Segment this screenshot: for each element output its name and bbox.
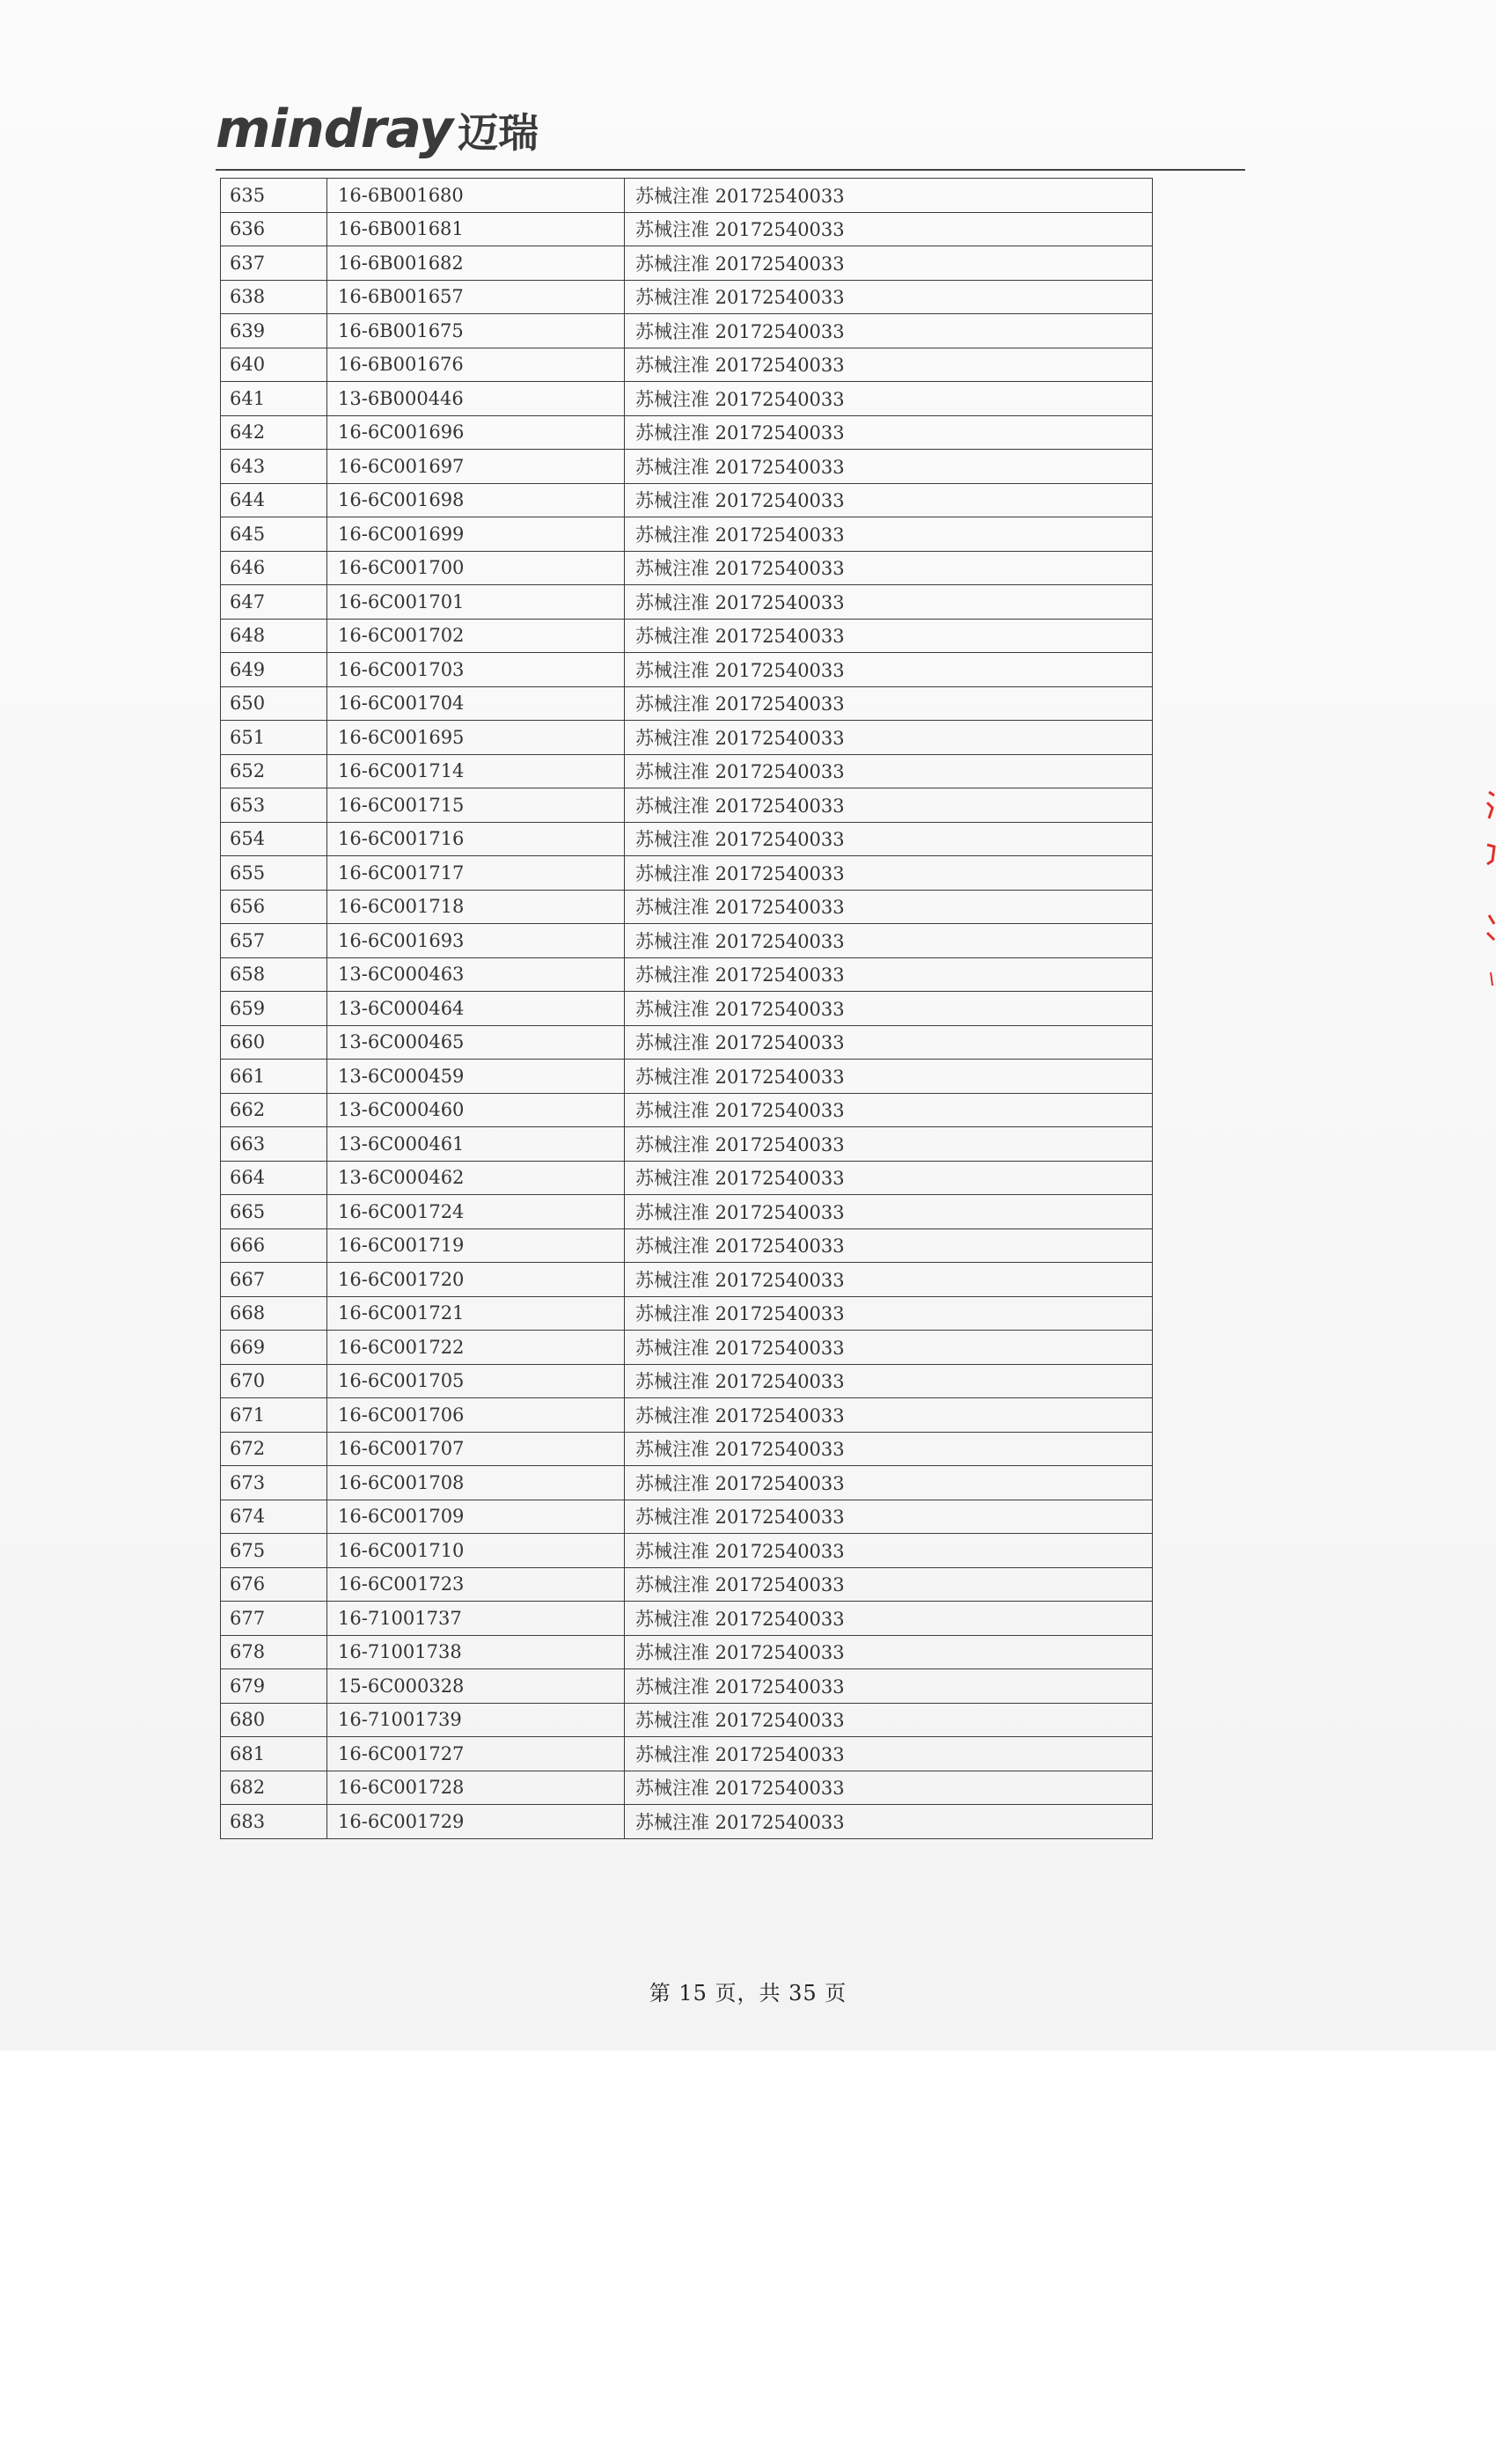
registration-number-cell: 苏械注准 20172540033 <box>625 1331 1153 1365</box>
registration-number-cell: 苏械注准 20172540033 <box>625 721 1153 755</box>
row-number-cell: 680 <box>221 1703 327 1737</box>
row-number-cell: 646 <box>221 551 327 585</box>
table-row <box>221 212 1153 246</box>
serial-number-cell: 16-6B001676 <box>327 348 625 382</box>
registration-number-cell: 苏械注准 20172540033 <box>625 1093 1153 1127</box>
table-row <box>221 1161 1153 1195</box>
table-row <box>221 1737 1153 1771</box>
registration-number-cell: 苏械注准 20172540033 <box>625 1703 1153 1737</box>
registration-number-cell: 苏械注准 20172540033 <box>625 483 1153 517</box>
row-number-cell: 650 <box>221 686 327 721</box>
serial-number-cell: 16-6C001698 <box>327 483 625 517</box>
serial-number-cell: 13-6B000446 <box>327 382 625 416</box>
registration-number-cell: 苏械注准 20172540033 <box>625 686 1153 721</box>
row-number-cell: 641 <box>221 382 327 416</box>
row-number-cell: 681 <box>221 1737 327 1771</box>
row-number-cell: 675 <box>221 1534 327 1568</box>
header-divider <box>216 169 1245 171</box>
serial-number-cell: 16-6C001704 <box>327 686 625 721</box>
registration-number-cell: 苏械注准 20172540033 <box>625 1195 1153 1229</box>
registration-number-cell: 苏械注准 20172540033 <box>625 924 1153 958</box>
registration-number-cell: 苏械注准 20172540033 <box>625 1805 1153 1839</box>
registration-number-cell: 苏械注准 20172540033 <box>625 585 1153 620</box>
table-row <box>221 1093 1153 1127</box>
registration-number-cell: 苏械注准 20172540033 <box>625 957 1153 992</box>
row-number-cell: 642 <box>221 415 327 450</box>
table-row <box>221 1025 1153 1060</box>
table-row <box>221 1567 1153 1602</box>
serial-number-cell: 16-6C001718 <box>327 890 625 924</box>
registration-number-cell: 苏械注准 20172540033 <box>625 822 1153 856</box>
table-row <box>221 754 1153 788</box>
row-number-cell: 655 <box>221 856 327 891</box>
row-number-cell: 656 <box>221 890 327 924</box>
logo-text-cn: 迈瑞 <box>458 109 539 157</box>
registration-number-cell: 苏械注准 20172540033 <box>625 653 1153 687</box>
table-row <box>221 1771 1153 1805</box>
row-number-cell: 657 <box>221 924 327 958</box>
row-number-cell: 664 <box>221 1161 327 1195</box>
serial-number-cell: 16-6B001681 <box>327 212 625 246</box>
serial-number-cell: 16-6C001720 <box>327 1263 625 1297</box>
table-row <box>221 314 1153 348</box>
table-row <box>221 1127 1153 1162</box>
row-number-cell: 647 <box>221 585 327 620</box>
row-number-cell: 672 <box>221 1432 327 1466</box>
row-number-cell: 668 <box>221 1296 327 1331</box>
serial-number-cell: 16-6C001703 <box>327 653 625 687</box>
row-number-cell: 663 <box>221 1127 327 1162</box>
serial-number-cell: 16-6C001715 <box>327 788 625 823</box>
serial-number-cell: 16-6B001675 <box>327 314 625 348</box>
serial-number-cell: 16-6C001723 <box>327 1567 625 1602</box>
row-number-cell: 645 <box>221 517 327 552</box>
row-number-cell: 677 <box>221 1602 327 1636</box>
registration-number-cell: 苏械注准 20172540033 <box>625 1500 1153 1534</box>
table-row <box>221 1635 1153 1669</box>
row-number-cell: 638 <box>221 280 327 314</box>
table-row <box>221 856 1153 891</box>
table-row <box>221 924 1153 958</box>
serial-number-cell: 16-6C001727 <box>327 1737 625 1771</box>
table-row <box>221 822 1153 856</box>
serial-number-cell: 16-6C001714 <box>327 754 625 788</box>
serial-number-cell: 16-6C001707 <box>327 1432 625 1466</box>
registration-number-cell: 苏械注准 20172540033 <box>625 1466 1153 1500</box>
table-row <box>221 1364 1153 1398</box>
serial-number-cell: 16-6B001682 <box>327 246 625 281</box>
table-row <box>221 280 1153 314</box>
registration-number-cell: 苏械注准 20172540033 <box>625 517 1153 552</box>
table-row <box>221 1432 1153 1466</box>
row-number-cell: 666 <box>221 1228 327 1263</box>
serial-number-cell: 16-6C001695 <box>327 721 625 755</box>
registration-number-cell: 苏械注准 20172540033 <box>625 280 1153 314</box>
row-number-cell: 636 <box>221 212 327 246</box>
row-number-cell: 665 <box>221 1195 327 1229</box>
registration-number-cell: 苏械注准 20172540033 <box>625 1263 1153 1297</box>
row-number-cell: 637 <box>221 246 327 281</box>
table-row <box>221 686 1153 721</box>
row-number-cell: 640 <box>221 348 327 382</box>
table-row <box>221 450 1153 484</box>
registration-number-cell: 苏械注准 20172540033 <box>625 992 1153 1026</box>
serial-number-cell: 16-6C001705 <box>327 1364 625 1398</box>
serial-number-cell: 16-6C001722 <box>327 1331 625 1365</box>
serial-number-cell: 16-71001738 <box>327 1635 625 1669</box>
serial-number-cell: 16-6C001717 <box>327 856 625 891</box>
row-number-cell: 649 <box>221 653 327 687</box>
table-row <box>221 483 1153 517</box>
registration-number-cell: 苏械注准 20172540033 <box>625 246 1153 281</box>
row-number-cell: 659 <box>221 992 327 1026</box>
row-number-cell: 658 <box>221 957 327 992</box>
table-row <box>221 1669 1153 1704</box>
serial-number-cell: 16-71001737 <box>327 1602 625 1636</box>
table-row <box>221 585 1153 620</box>
row-number-cell: 676 <box>221 1567 327 1602</box>
row-number-cell: 662 <box>221 1093 327 1127</box>
serial-number-cell: 16-6B001657 <box>327 280 625 314</box>
table-row <box>221 1534 1153 1568</box>
row-number-cell: 643 <box>221 450 327 484</box>
row-number-cell: 660 <box>221 1025 327 1060</box>
table-row <box>221 1331 1153 1365</box>
registration-number-cell: 苏械注准 20172540033 <box>625 1771 1153 1805</box>
serial-number-cell: 16-6C001710 <box>327 1534 625 1568</box>
registration-number-cell: 苏械注准 20172540033 <box>625 1060 1153 1094</box>
row-number-cell: 667 <box>221 1263 327 1297</box>
row-number-cell: 679 <box>221 1669 327 1704</box>
row-number-cell: 683 <box>221 1805 327 1839</box>
registration-number-cell: 苏械注准 20172540033 <box>625 179 1153 213</box>
serial-number-cell: 16-6C001721 <box>327 1296 625 1331</box>
row-number-cell: 674 <box>221 1500 327 1534</box>
table-row <box>221 1602 1153 1636</box>
table-row <box>221 348 1153 382</box>
registration-number-cell: 苏械注准 20172540033 <box>625 212 1153 246</box>
row-number-cell: 652 <box>221 754 327 788</box>
row-number-cell: 644 <box>221 483 327 517</box>
table-row <box>221 653 1153 687</box>
registration-number-cell: 苏械注准 20172540033 <box>625 856 1153 891</box>
serial-number-cell: 13-6C000460 <box>327 1093 625 1127</box>
registration-number-cell: 苏械注准 20172540033 <box>625 1534 1153 1568</box>
row-number-cell: 654 <box>221 822 327 856</box>
serial-number-cell: 16-6C001696 <box>327 415 625 450</box>
table-row <box>221 1060 1153 1094</box>
registration-number-cell: 苏械注准 20172540033 <box>625 1127 1153 1162</box>
serial-number-table <box>220 178 1153 1839</box>
serial-number-cell: 16-6C001697 <box>327 450 625 484</box>
serial-number-cell: 16-6C001724 <box>327 1195 625 1229</box>
serial-number-cell: 15-6C000328 <box>327 1669 625 1704</box>
table-row <box>221 1466 1153 1500</box>
row-number-cell: 661 <box>221 1060 327 1094</box>
serial-number-cell: 16-6C001702 <box>327 619 625 653</box>
table-row <box>221 1228 1153 1263</box>
registration-number-cell: 苏械注准 20172540033 <box>625 1669 1153 1704</box>
mindray-logo <box>216 99 539 169</box>
table-row <box>221 992 1153 1026</box>
table-row <box>221 246 1153 281</box>
serial-number-cell: 16-6C001701 <box>327 585 625 620</box>
serial-number-cell: 16-71001739 <box>327 1703 625 1737</box>
table-row <box>221 179 1153 213</box>
registration-number-cell: 苏械注准 20172540033 <box>625 1228 1153 1263</box>
serial-number-cell: 16-6C001719 <box>327 1228 625 1263</box>
table-row <box>221 1398 1153 1433</box>
serial-number-cell: 16-6C001706 <box>327 1398 625 1433</box>
logo-text-en: mindray <box>216 99 453 160</box>
table-row <box>221 415 1153 450</box>
registration-number-cell: 苏械注准 20172540033 <box>625 1364 1153 1398</box>
serial-number-cell: 16-6C001708 <box>327 1466 625 1500</box>
table-row <box>221 957 1153 992</box>
table-row <box>221 517 1153 552</box>
table-row <box>221 1500 1153 1534</box>
row-number-cell: 678 <box>221 1635 327 1669</box>
table-row <box>221 551 1153 585</box>
registration-number-cell: 苏械注准 20172540033 <box>625 788 1153 823</box>
page-number: 第 15 页，共 35 页 <box>649 1981 847 2006</box>
table-row <box>221 890 1153 924</box>
serial-number-cell: 13-6C000465 <box>327 1025 625 1060</box>
table-row <box>221 1703 1153 1737</box>
registration-number-cell: 苏械注准 20172540033 <box>625 551 1153 585</box>
row-number-cell: 651 <box>221 721 327 755</box>
table-row <box>221 619 1153 653</box>
serial-number-cell: 16-6C001693 <box>327 924 625 958</box>
registration-number-cell: 苏械注准 20172540033 <box>625 1432 1153 1466</box>
table-row <box>221 1805 1153 1839</box>
registration-number-cell: 苏械注准 20172540033 <box>625 1635 1153 1669</box>
table-body <box>221 179 1153 1839</box>
table-row <box>221 382 1153 416</box>
row-number-cell: 653 <box>221 788 327 823</box>
registration-number-cell: 苏械注准 20172540033 <box>625 314 1153 348</box>
registration-number-cell: 苏械注准 20172540033 <box>625 415 1153 450</box>
registration-number-cell: 苏械注准 20172540033 <box>625 382 1153 416</box>
registration-number-cell: 苏械注准 20172540033 <box>625 348 1153 382</box>
table-row <box>221 1263 1153 1297</box>
row-number-cell: 673 <box>221 1466 327 1500</box>
serial-number-cell: 16-6C001728 <box>327 1771 625 1805</box>
registration-number-cell: 苏械注准 20172540033 <box>625 1567 1153 1602</box>
row-number-cell: 648 <box>221 619 327 653</box>
row-number-cell: 671 <box>221 1398 327 1433</box>
row-number-cell: 639 <box>221 314 327 348</box>
table-row <box>221 788 1153 823</box>
table-row <box>221 721 1153 755</box>
row-number-cell: 669 <box>221 1331 327 1365</box>
serial-number-cell: 16-6C001709 <box>327 1500 625 1534</box>
row-number-cell: 682 <box>221 1771 327 1805</box>
serial-number-cell: 13-6C000462 <box>327 1161 625 1195</box>
row-number-cell: 635 <box>221 179 327 213</box>
serial-number-cell: 13-6C000464 <box>327 992 625 1026</box>
registration-number-cell: 苏械注准 20172540033 <box>625 450 1153 484</box>
serial-number-cell: 13-6C000459 <box>327 1060 625 1094</box>
serial-number-cell: 16-6C001716 <box>327 822 625 856</box>
serial-number-cell: 16-6C001699 <box>327 517 625 552</box>
registration-number-cell: 苏械注准 20172540033 <box>625 1025 1153 1060</box>
serial-number-cell: 16-6B001680 <box>327 179 625 213</box>
registration-number-cell: 苏械注准 20172540033 <box>625 754 1153 788</box>
registration-number-cell: 苏械注准 20172540033 <box>625 1161 1153 1195</box>
table-row <box>221 1296 1153 1331</box>
registration-number-cell: 苏械注准 20172540033 <box>625 1602 1153 1636</box>
registration-number-cell: 苏械注准 20172540033 <box>625 1737 1153 1771</box>
serial-number-cell: 16-6C001700 <box>327 551 625 585</box>
registration-number-cell: 苏械注准 20172540033 <box>625 1296 1153 1331</box>
serial-number-cell: 13-6C000463 <box>327 957 625 992</box>
row-number-cell: 670 <box>221 1364 327 1398</box>
registration-number-cell: 苏械注准 20172540033 <box>625 890 1153 924</box>
registration-number-cell: 苏械注准 20172540033 <box>625 1398 1153 1433</box>
serial-number-cell: 16-6C001729 <box>327 1805 625 1839</box>
registration-number-cell: 苏械注准 20172540033 <box>625 619 1153 653</box>
red-stamp-fragment <box>1477 783 1496 994</box>
table-row <box>221 1195 1153 1229</box>
serial-number-cell: 13-6C000461 <box>327 1127 625 1162</box>
